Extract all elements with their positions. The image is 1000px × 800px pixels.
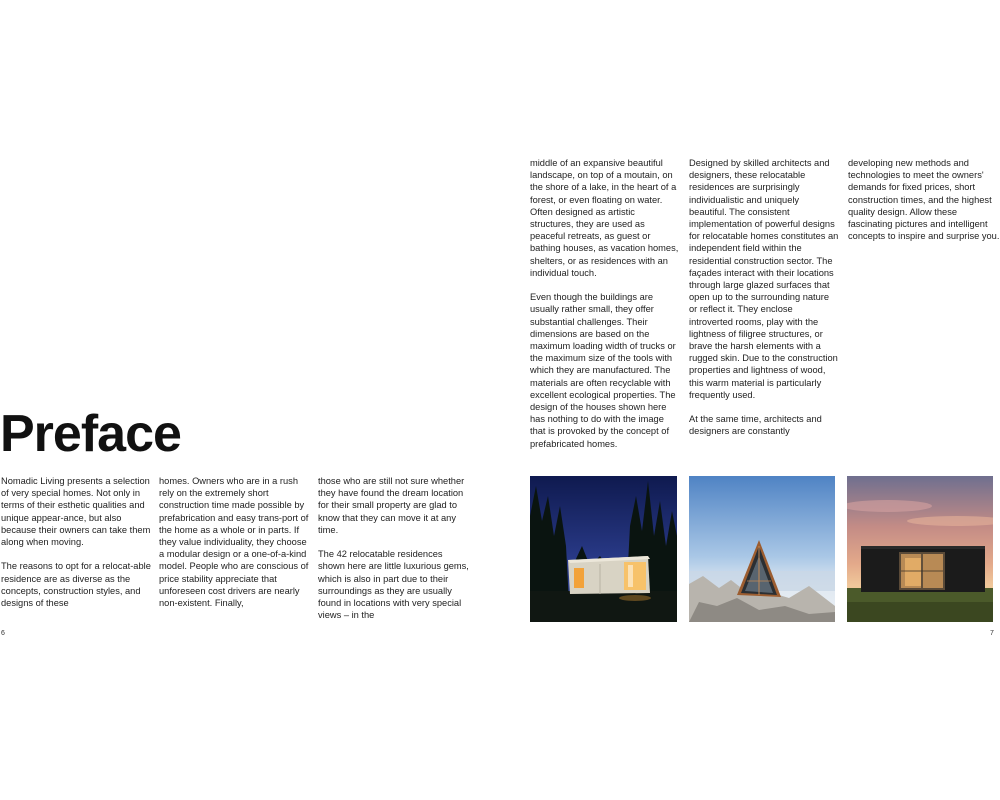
paragraph: Designed by skilled architects and designers, these relocatable residences are surprisingly individualistic and uniquely beautiful. The consistent implementation of powerful designs for relocatable homes constitutes an independent field within the residential construction sector. The façades interact with their locations through large glazed surfaces that open up to the surrounding nature or reflect it. They enclose introverted rooms, play with the lightness of filigree structures, or brave the harsh elements with a rugged skin. Due to the construction properties and lightness of wood, this warm material is particularly frequently used. xyxy=(689,158,839,400)
page-number-left: 6 xyxy=(1,630,5,637)
text-column-1 xyxy=(1,475,153,609)
paragraph: Nomadic Living presents a selection of very special homes. Not only in terms of their esthetic qualities and unique appear-ance, but also because their owners can take them along when moving. xyxy=(1,476,151,548)
paragraph: those who are still not sure whether they have found the dream location for their small property are glad to know that they can move it at any time. xyxy=(318,476,465,535)
sunset-cabin-photo xyxy=(847,476,993,622)
forest-cabin-photo xyxy=(530,476,677,622)
paragraph: The 42 relocatable residences shown here are little luxurious gems, which is also in part due to their surroundings as they are usually found in locations with very special views – in the xyxy=(318,549,469,621)
text-column-2 xyxy=(159,475,311,609)
paragraph: The reasons to opt for a relocat-able residence are as diverse as the concepts, construction styles, and designs of these xyxy=(1,561,151,609)
text-column-3 xyxy=(318,475,470,621)
mountain-cabin-photo xyxy=(689,476,835,622)
paragraph: developing new methods and technologies to meet the owners' demands for fixed prices, short construction times, and the highest quality design. Allow these fascinating pictures and intelligent concepts to inspire and surprise you. xyxy=(848,158,1000,242)
paragraph: Even though the buildings are usually rather small, they offer substantial challenges. Their dimensions are based on the maximum loading width of trucks or the maximum size of the tools with which they are manufactured. The materials are often recyclable with excellent ecological properties. The design of the houses shown here has nothing to do with the image that is provoked by the concept of prefabricated homes. xyxy=(530,292,676,449)
text-column-6 xyxy=(848,157,1000,242)
paragraph: homes. Owners who are in a rush rely on the extremely short construction time made possible by prefabrication and easy trans-port of the home as a whole or in parts. If they value individuality, they choose a modular design or a one-of-a-kind model. People who are conscious of price stability appreciate that unforeseen cost drivers are nearly non-existent. Finally, xyxy=(159,476,309,609)
paragraph: At the same time, architects and designers are constantly xyxy=(689,414,822,437)
paragraph: middle of an expansive beautiful landscape, on top of a moutain, on the shore of a lake, in the heart of a forest, or even floating on water. Often designed as artistic structures, they are used as peaceful retreats, as guest or bathing houses, as vacation homes, shelters, or as residences with an individual touch. xyxy=(530,158,679,278)
page-number-right: 7 xyxy=(990,630,994,637)
page-title: Preface xyxy=(0,405,181,463)
text-column-4 xyxy=(530,157,680,450)
text-column-5 xyxy=(689,157,839,438)
